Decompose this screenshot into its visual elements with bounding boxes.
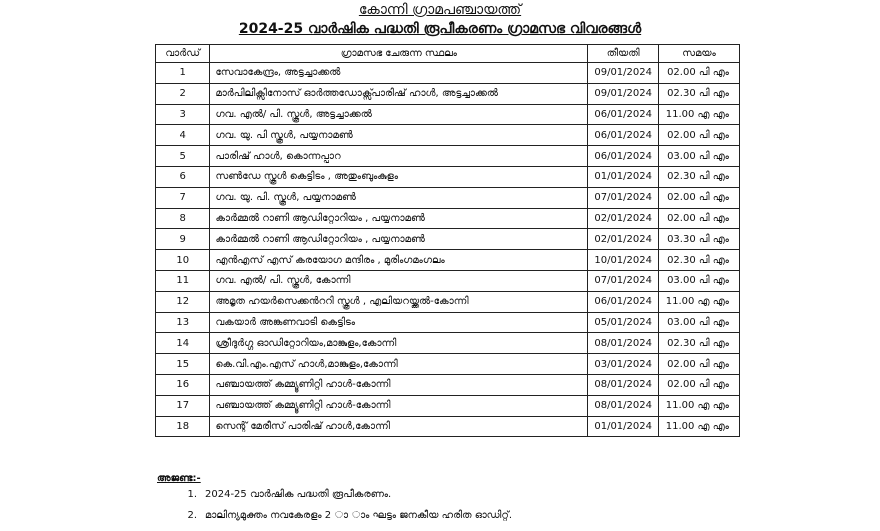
table-row (156, 83, 740, 104)
column-header-time: സമയം (659, 45, 740, 63)
ward-cell: 1 (156, 63, 210, 84)
ward-cell: 8 (156, 208, 210, 229)
time-cell: 02.30 പി എം (659, 83, 740, 104)
agenda-item (157, 489, 512, 510)
time-cell: 02.00 പി എം (659, 63, 740, 84)
date-cell: 06/01/2024 (588, 291, 659, 312)
table-row (156, 395, 740, 416)
agenda-item-text: മാലിന്യമുക്തം നവകേരളം 2 ാ ാം ഘട്ടം ജനകീയ ഹരിത ഓഡിറ്റ്. (205, 510, 513, 521)
time-cell: 02.00 പി എം (659, 374, 740, 395)
date-cell: 09/01/2024 (588, 63, 659, 84)
venue-cell: സൺഡേ സ്കൂൾ കെട്ടിടം , അതുംബുംകുളം (210, 166, 588, 187)
table-header-row (156, 45, 740, 63)
ward-cell: 17 (156, 395, 210, 416)
date-cell: 08/01/2024 (588, 395, 659, 416)
date-cell: 06/01/2024 (588, 104, 659, 125)
time-cell: 03.00 പി എം (659, 146, 740, 167)
table-row (156, 125, 740, 146)
venue-cell: എൻഎസ് എസ് കരയോഗ മന്ദിരം , മുരിംഗമംഗലം (210, 250, 588, 271)
agenda-item-text: 2024-25 വാർഷിക പദ്ധതി രൂപീകരണം. (205, 489, 392, 500)
date-cell: 06/01/2024 (588, 125, 659, 146)
date-cell: 02/01/2024 (588, 229, 659, 250)
column-header-venue: ഗ്രാമസഭ ചേരുന്ന സ്ഥലം (210, 45, 588, 63)
table-row (156, 63, 740, 84)
time-cell: 02.00 പി എം (659, 125, 740, 146)
date-cell: 06/01/2024 (588, 146, 659, 167)
table-row (156, 104, 740, 125)
table-row (156, 229, 740, 250)
table-row (156, 354, 740, 375)
time-cell: 11.00 എ എം (659, 104, 740, 125)
table-row (156, 312, 740, 333)
agenda-list (157, 489, 512, 531)
date-cell: 03/01/2024 (588, 354, 659, 375)
date-cell: 10/01/2024 (588, 250, 659, 271)
page-subtitle: 2024-25 വാർഷിക പദ്ധതി രൂപീകരണം ഗ്രാമസഭ വിവരങ്ങൾ (238, 21, 642, 37)
ward-cell: 11 (156, 270, 210, 291)
venue-cell: കെ.വി.എം.എസ് ഹാൾ,മാങ്കുളം,കോന്നി (210, 354, 588, 375)
ward-cell: 18 (156, 416, 210, 437)
time-cell: 03.30 പി എം (659, 229, 740, 250)
venue-cell: കാർമ്മൽ റാണി ആഡിറ്റോറിയം , പയ്യനാമൺ (210, 208, 588, 229)
time-cell: 11.00 എ എം (659, 395, 740, 416)
table-row (156, 146, 740, 167)
ward-cell: 7 (156, 187, 210, 208)
time-cell: 02.00 പി എം (659, 208, 740, 229)
time-cell: 03.00 പി എം (659, 312, 740, 333)
agenda-heading: അജണ്ട:- (157, 473, 201, 484)
venue-cell: ഗവ. എൽ/ പി. സ്കൂൾ, അട്ടച്ചാക്കൽ (210, 104, 588, 125)
table-row (156, 208, 740, 229)
venue-cell: ഗവ. എൽ/ പി. സ്കൂൾ, കോന്നി (210, 270, 588, 291)
time-cell: 03.00 പി എം (659, 270, 740, 291)
venue-cell: കാർമ്മൽ റാണി ആഡിറ്റോറിയം , പയ്യനാമൺ (210, 229, 588, 250)
date-cell: 09/01/2024 (588, 83, 659, 104)
venue-cell: വകയാർ അങ്കണവാടി കെട്ടിടം (210, 312, 588, 333)
agenda-item-number: 1. (187, 489, 197, 500)
page-title: കോന്നി ഗ്രാമപഞ്ചായത്ത് (358, 2, 522, 18)
venue-cell: സെന്റ് മേരീസ് പാരിഷ് ഹാൾ,കോന്നി (210, 416, 588, 437)
time-cell: 02.30 പി എം (659, 333, 740, 354)
ward-cell: 12 (156, 291, 210, 312)
time-cell: 02.30 പി എം (659, 250, 740, 271)
venue-cell: മാർപിലിക്സിനോസ് ഓർത്തഡോക്സ്പാരിഷ് ഹാൾ, അട്ടച്ചാക്കൽ (210, 83, 588, 104)
table-row (156, 187, 740, 208)
venue-cell: പഞ്ചായത്ത് കമ്മ്യൂണിറ്റി ഹാൾ-കോന്നി (210, 374, 588, 395)
time-cell: 02.00 പി എം (659, 187, 740, 208)
agenda-item-number: 2. (187, 510, 197, 521)
date-cell: 02/01/2024 (588, 208, 659, 229)
venue-cell: സേവാകേന്ദ്രം, അട്ടച്ചാക്കൽ (210, 63, 588, 84)
table-row (156, 333, 740, 354)
ward-cell: 14 (156, 333, 210, 354)
ward-cell: 10 (156, 250, 210, 271)
table-row (156, 416, 740, 437)
column-header-date: തീയതി (588, 45, 659, 63)
date-cell: 01/01/2024 (588, 416, 659, 437)
table-row (156, 250, 740, 271)
ward-cell: 9 (156, 229, 210, 250)
date-cell: 08/01/2024 (588, 374, 659, 395)
date-cell: 01/01/2024 (588, 166, 659, 187)
venue-cell: പഞ്ചായത്ത് കമ്മ്യൂണിറ്റി ഹാൾ-കോന്നി (210, 395, 588, 416)
ward-cell: 2 (156, 83, 210, 104)
ward-cell: 5 (156, 146, 210, 167)
table-row (156, 270, 740, 291)
table-row (156, 291, 740, 312)
venue-cell: ശ്രീദുർഗ്ഗ ഓഡിറ്റോറിയം,മാങ്കുളം,കോന്നി (210, 333, 588, 354)
ward-cell: 6 (156, 166, 210, 187)
venue-cell: ഗവ. യു. പി. സ്കൂൾ, പയ്യനാമൺ (210, 187, 588, 208)
venue-cell: അമൃത ഹയർസെക്കൻററി സ്കൂൾ , എലിയറയ്ക്കൽ-കോന്നി (210, 291, 588, 312)
venue-cell: പാരിഷ് ഹാൾ, കൊന്നപ്പാറ (210, 146, 588, 167)
ward-cell: 16 (156, 374, 210, 395)
gramasabha-schedule-table (155, 44, 740, 437)
date-cell: 08/01/2024 (588, 333, 659, 354)
ward-cell: 15 (156, 354, 210, 375)
ward-cell: 4 (156, 125, 210, 146)
column-header-ward: വാർഡ് (156, 45, 210, 63)
time-cell: 02.30 പി എം (659, 166, 740, 187)
ward-cell: 3 (156, 104, 210, 125)
table-row (156, 166, 740, 187)
date-cell: 05/01/2024 (588, 312, 659, 333)
venue-cell: ഗവ. യു. പി സ്കൂൾ, പയ്യനാമൺ (210, 125, 588, 146)
date-cell: 07/01/2024 (588, 187, 659, 208)
time-cell: 11.00 എ എം (659, 416, 740, 437)
date-cell: 07/01/2024 (588, 270, 659, 291)
time-cell: 02.00 പി എം (659, 354, 740, 375)
table-row (156, 374, 740, 395)
ward-cell: 13 (156, 312, 210, 333)
time-cell: 11.00 എ എം (659, 291, 740, 312)
